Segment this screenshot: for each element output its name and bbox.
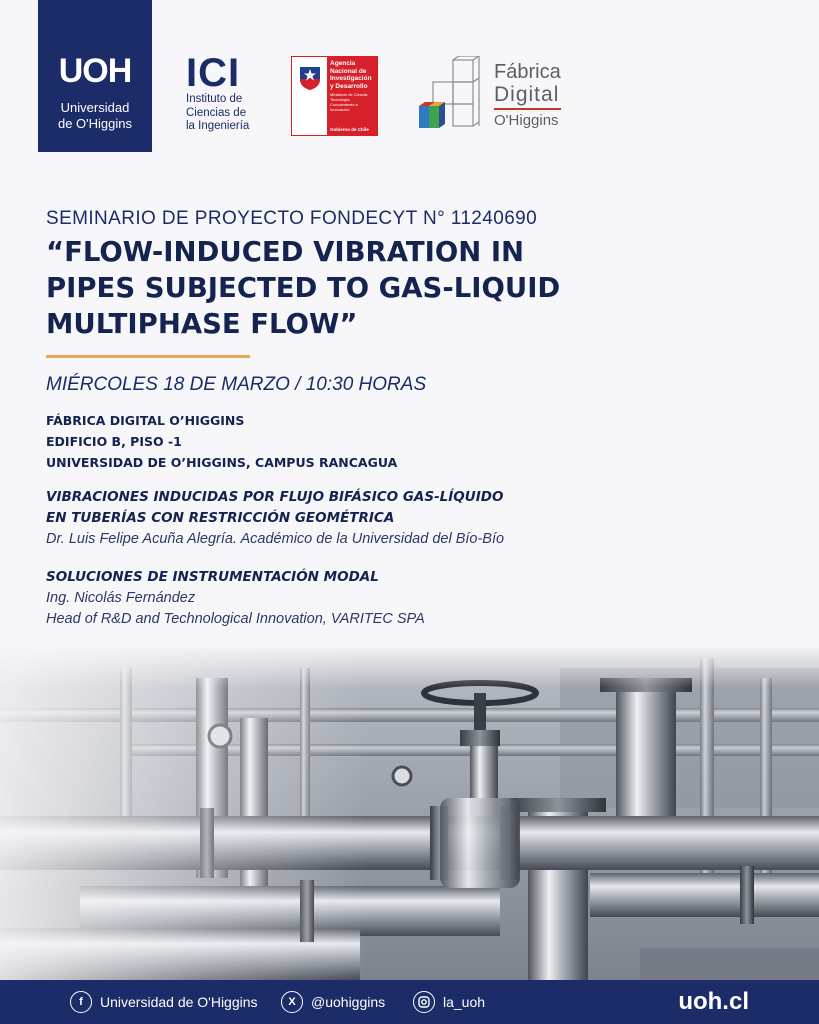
fabrica-digital-logo [415,56,595,138]
uoh-name-line2: de O'Higgins [57,116,133,131]
talk-1-speaker: Dr. Luis Felipe Acuña Alegría. Académico de la Universidad del Bío-Bío [46,531,505,547]
anid-title: Agencia Nacional de Investigación y Desarrollo [330,60,372,90]
fabrica-line2: Digital [494,83,560,106]
cube-icon [415,56,495,136]
seminar-label: SEMINARIO DE PROYECTO FONDECYT N° 11240690 [46,208,538,229]
facebook-link[interactable] [70,991,258,1013]
instagram-link[interactable] [413,991,485,1013]
fabrica-line1: Fábrica [494,61,561,83]
talk-2-title: SOLUCIONES DE INSTRUMENTACIÓN MODAL [46,569,379,585]
talk-2-role: Head of R&D and Technological Innovation, VARITEC SPA [46,611,425,627]
talk-2 [46,567,425,630]
venue-line1: FÁBRICA DIGITAL O’HIGGINS [46,413,245,428]
anid-logo [291,56,378,136]
ici-logo-mark: ICI [186,51,241,95]
anid-logo-emblem-panel [291,56,328,136]
anid-logo-text [330,60,376,112]
instagram-icon [413,991,435,1013]
uoh-name-line1: Universidad [60,100,130,115]
chile-shield-icon [298,65,322,91]
x-link[interactable] [281,991,385,1013]
website-link[interactable]: uoh.cl [678,988,749,1015]
industrial-pipes-photo [0,648,819,980]
instagram-label: la_uoh [443,994,486,1010]
anid-gov-label: Gobierno de Chile [330,127,369,132]
talk-1 [46,487,504,550]
ici-logo-name [186,93,276,134]
accent-divider [46,355,250,358]
photo-left-fade [0,648,819,980]
uoh-logo-name [38,100,152,132]
ici-line3: la Ingeniería [186,120,250,132]
title-line3: MULTIPHASE FLOW” [46,308,358,340]
uoh-logo-mark: UOH [58,52,132,90]
ici-logo [186,51,276,134]
facebook-label: Universidad de O'Higgins [100,994,258,1010]
uoh-logo [38,0,152,152]
x-label: @uohiggins [311,994,386,1010]
photo-top-fade [0,648,819,688]
footer-bar [0,980,819,1024]
ici-line1: Instituto de [186,93,243,105]
anid-subtitle: Ministerio de Ciencia, Tecnología, Conocimiento e Innovación [330,92,369,112]
fabrica-line3: O'Higgins [494,108,561,129]
venue-line2: EDIFICIO B, PISO -1 [46,434,182,449]
talk-2-speaker: Ing. Nicolás Fernández [46,590,196,606]
talk-1-title-line1: VIBRACIONES INDUCIDAS POR FLUJO BIFÁSICO GAS-LÍQUIDO [46,489,504,505]
event-venue [46,410,397,473]
venue-line3: UNIVERSIDAD DE O’HIGGINS, CAMPUS RANCAGUA [46,455,398,470]
fabrica-logo-text [494,61,561,129]
title-line1: “FLOW-INDUCED VIBRATION IN [46,236,525,268]
x-icon: X [281,991,303,1013]
facebook-icon: f [70,991,92,1013]
event-date: MIÉRCOLES 18 DE MARZO / 10:30 HORAS [46,374,427,395]
title-line2: PIPES SUBJECTED TO GAS-LIQUID [46,272,561,304]
talk-1-title-line2: EN TUBERÍAS CON RESTRICCIÓN GEOMÉTRICA [46,510,395,526]
ici-line2: Ciencias de [186,106,247,119]
event-title [46,234,646,342]
